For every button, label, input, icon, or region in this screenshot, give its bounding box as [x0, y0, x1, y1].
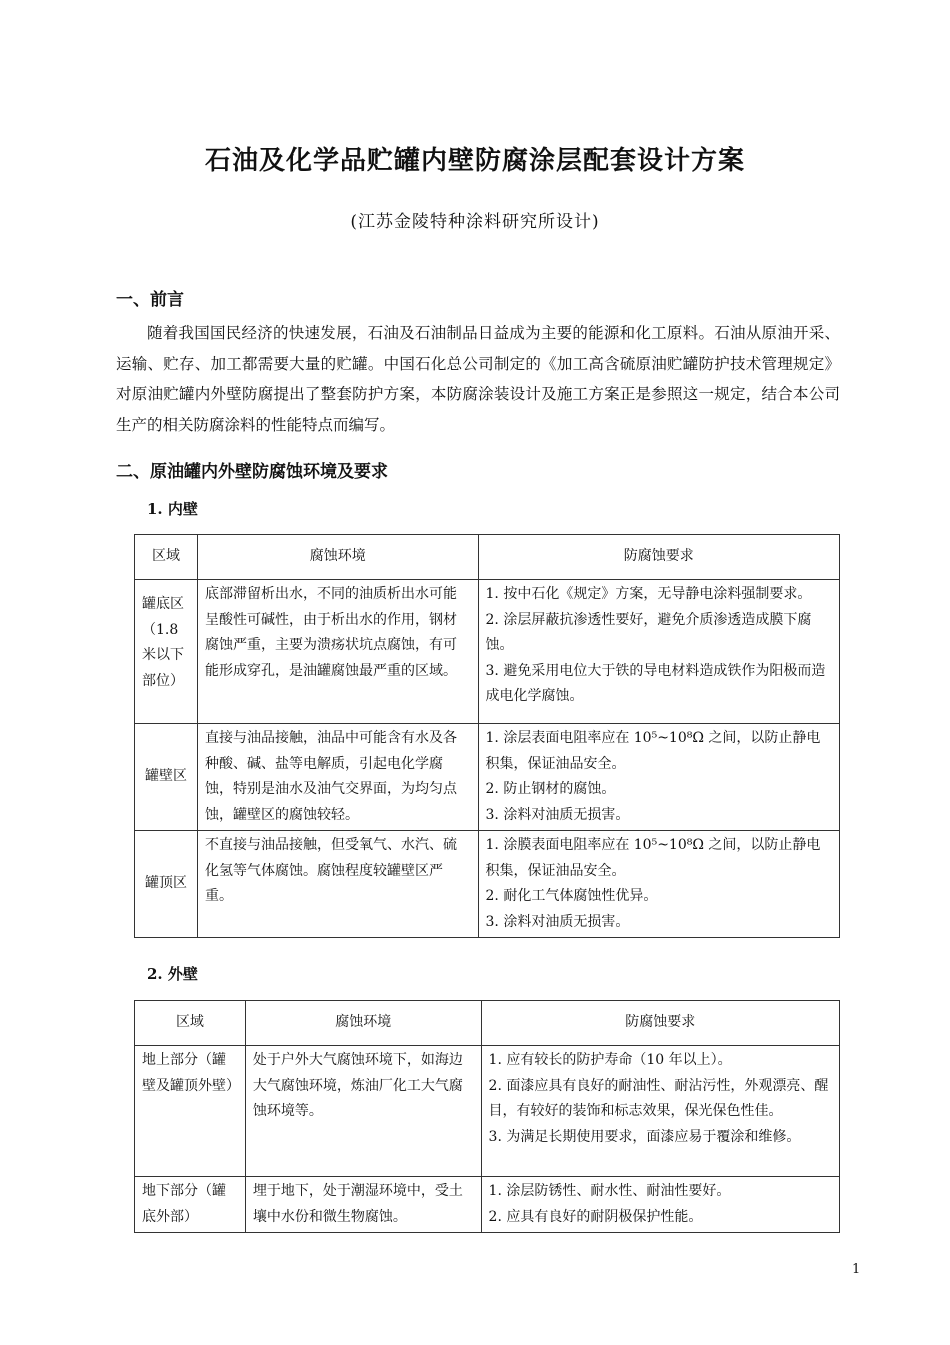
- area-cell: 罐顶区: [135, 831, 198, 938]
- environment-cell: 底部滞留析出水，不同的油质析出水可能呈酸性可碱性，由于析出水的作用，钢材腐蚀严重，主要为溃疡状坑点腐蚀，有可能形成穿孔，是油罐腐蚀最严重的区域。: [197, 580, 478, 724]
- document-title: 石油及化学品贮罐内壁防腐涂层配套设计方案: [204, 146, 745, 176]
- requirement-item: 1. 涂层表面电阻率应在 10⁵~10⁸Ω 之间，以防止静电积集，保证油品安全。: [485, 730, 821, 772]
- requirement-cell: [478, 724, 839, 831]
- area-cell: 地上部分（罐壁及罐顶外壁）: [135, 1046, 246, 1177]
- requirement-item: 2. 耐化工气体腐蚀性优异。: [485, 888, 658, 904]
- header-requirement: 防腐蚀要求: [478, 535, 839, 580]
- environment-cell: 处于户外大气腐蚀环境下，如海边大气腐蚀环境，炼油厂化工大气腐蚀环境等。: [245, 1046, 481, 1177]
- requirement-item: 3. 涂料对油质无损害。: [485, 913, 630, 930]
- subsection-inner-wall: 1. 内壁: [147, 500, 198, 518]
- requirement-item: 2. 应具有良好的耐阴极保护性能。: [488, 1208, 703, 1225]
- outer-wall-table: [134, 1000, 840, 1233]
- requirement-cell: [478, 831, 839, 938]
- table-row: [135, 831, 840, 938]
- requirement-item: 1. 按中石化《规定》方案，无导静电涂料强制要求。: [485, 586, 812, 602]
- section-heading-preface: 一、前言: [116, 290, 184, 310]
- environment-cell: 直接与油品接触，油品中可能含有水及各种酸、碱、盐等电解质，引起电化学腐蚀，特别是油水及油气交界面，为均匀点蚀，罐壁区的腐蚀较轻。: [197, 724, 478, 831]
- requirement-item: 2. 防止钢材的腐蚀。: [485, 781, 616, 797]
- header-environment: 腐蚀环境: [197, 535, 478, 580]
- header-area: 区域: [135, 1001, 246, 1046]
- area-cell: 罐壁区: [135, 724, 198, 831]
- table-row: [135, 1177, 840, 1233]
- requirement-cell: [481, 1046, 839, 1177]
- requirement-item: 2. 面漆应具有良好的耐油性、耐沾污性，外观漂亮、醒目，有较好的装饰和标志效果，保光保色性佳。: [488, 1077, 829, 1119]
- area-cell: 地下部分（罐底外部）: [135, 1177, 246, 1233]
- table-header-row: [135, 1001, 840, 1046]
- table-header-row: [135, 535, 840, 580]
- document-subtitle: (江苏金陵特种涂料研究所设计): [350, 212, 600, 232]
- header-area: 区域: [135, 535, 198, 580]
- inner-wall-table: [134, 534, 840, 938]
- section-heading-environment: 二、原油罐内外壁防腐蚀环境及要求: [116, 462, 388, 482]
- requirement-item: 2. 涂层屏蔽抗渗透性要好，避免介质渗透造成膜下腐蚀。: [485, 611, 812, 653]
- preface-paragraph: 随着我国国民经济的快速发展，石油及石油制品日益成为主要的能源和化工原料。石油从原油开采、运输、贮存、加工都需要大量的贮罐。中国石化总公司制定的《加工高含硫原油贮罐防护技术管理规定》对原油贮罐内外壁防腐提出了整套防护方案，本防腐涂装设计及施工方案正是参照这一规定，结合本公司生产的相关防腐涂料的性能特点而编写。: [116, 324, 840, 434]
- table-row: [135, 580, 840, 724]
- requirement-cell: [478, 580, 839, 724]
- environment-cell: 埋于地下，处于潮湿环境中，受土壤中水份和微生物腐蚀。: [245, 1177, 481, 1233]
- table-row: [135, 1046, 840, 1177]
- requirement-item: 1. 涂膜表面电阻率应在 10⁵~10⁸Ω 之间，以防止静电积集，保证油品安全。: [485, 837, 821, 879]
- page-number: 1: [852, 1262, 861, 1277]
- header-environment: 腐蚀环境: [245, 1001, 481, 1046]
- requirement-item: 1. 涂层防锈性、耐水性、耐油性要好。: [488, 1183, 731, 1199]
- requirement-item: 1. 应有较长的防护寿命（10 年以上）。: [488, 1052, 732, 1068]
- environment-cell: 不直接与油品接触，但受氧气、水汽、硫化氢等气体腐蚀。腐蚀程度较罐壁区严重。: [197, 831, 478, 938]
- table-row: [135, 724, 840, 831]
- area-cell: 罐底区（1.8 米以下部位）: [135, 580, 198, 724]
- requirement-cell: [481, 1177, 839, 1233]
- requirement-item: 3. 涂料对油质无损害。: [485, 806, 630, 823]
- requirement-item: 3. 为满足长期使用要求，面漆应易于覆涂和维修。: [488, 1128, 801, 1145]
- subsection-outer-wall: 2. 外壁: [147, 965, 198, 983]
- header-requirement: 防腐蚀要求: [481, 1001, 839, 1046]
- requirement-item: 3. 避免采用电位大于铁的导电材料造成铁作为阳极而造成电化学腐蚀。: [485, 662, 826, 704]
